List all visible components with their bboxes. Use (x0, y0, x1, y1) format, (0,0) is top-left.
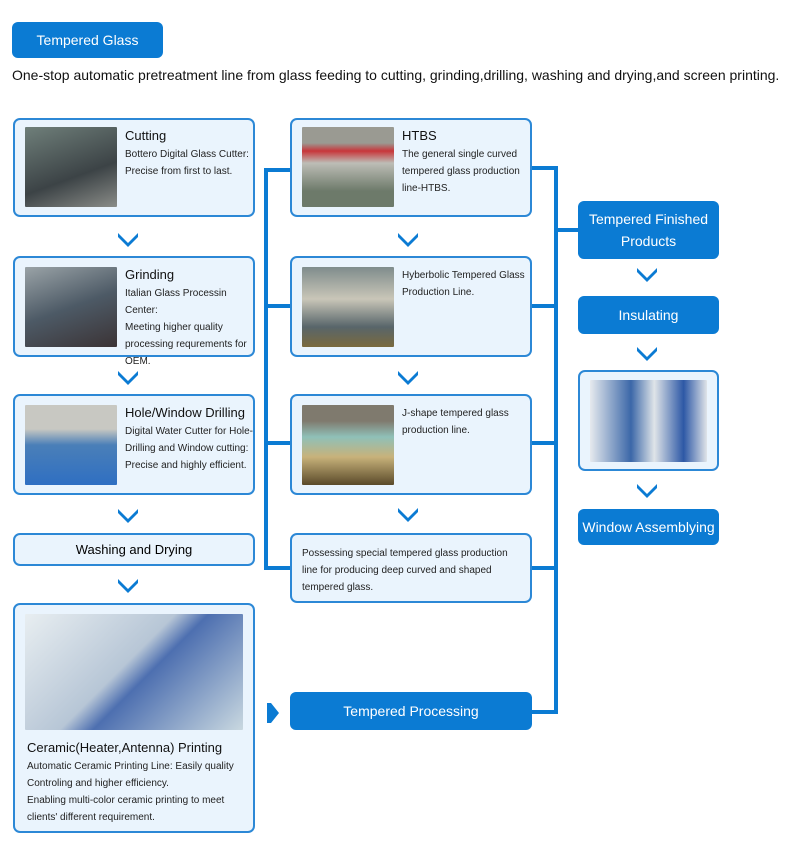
card-desc: Hyberbolic Tempered Glass Production Line. (402, 270, 525, 298)
drilling-photo (25, 405, 117, 485)
grinding-card (13, 256, 255, 367)
j-shape-photo (302, 405, 394, 485)
tempered-processing-button[interactable]: Tempered Processing (290, 692, 532, 730)
card-title: Ceramic(Heater,Antenna) Printing (27, 740, 223, 755)
chevron-right-icon (266, 702, 280, 724)
left-connector (264, 168, 268, 570)
hyperbolic-card (290, 256, 532, 357)
chevron-down-icon (117, 507, 139, 523)
subtitle: One-stop automatic pretreatment line from glass feeding to cutting, grinding,drilling, washing and drying,and screen printing. (12, 67, 780, 83)
htbs-photo (302, 127, 394, 207)
tempered-finished-products-button[interactable]: Tempered Finished Products (578, 201, 719, 259)
chevron-down-icon (117, 231, 139, 247)
card-title: Grinding (125, 267, 175, 282)
chevron-down-icon (397, 369, 419, 385)
chevron-down-icon (397, 506, 419, 522)
card-desc: Bottero Digital Glass Cutter: Precise from first to last. (125, 149, 249, 177)
chevron-down-icon (636, 266, 658, 282)
connector (264, 304, 290, 308)
chevron-down-icon (397, 231, 419, 247)
drilling-card (13, 394, 255, 495)
cutting-card (13, 118, 255, 217)
grinding-photo (25, 267, 117, 347)
insulating-photo (590, 380, 707, 462)
connector (532, 304, 558, 308)
card-desc: The general single curved tempered glass production line-HTBS. (402, 149, 520, 194)
card-title: Hole/Window Drilling (125, 405, 245, 420)
special-tempered-card (290, 533, 532, 603)
right-connector (554, 166, 558, 714)
card-title: HTBS (402, 128, 437, 143)
chevron-down-icon (117, 369, 139, 385)
chevron-down-icon (117, 577, 139, 593)
connector (264, 566, 290, 570)
window-assembling-button[interactable]: Window Assemblying (578, 509, 719, 545)
chevron-down-icon (636, 482, 658, 498)
cutting-photo (25, 127, 117, 207)
washing-drying-card: Washing and Drying (13, 533, 255, 566)
connector (554, 228, 578, 232)
card-desc: Italian Glass Processin Center: Meeting higher quality processing requrements for OEM. (125, 288, 247, 367)
connector (532, 166, 558, 170)
connector (532, 566, 558, 570)
card-desc: Digital Water Cutter for Hole- Drilling and Window cutting: Precise and highly efficient. (125, 426, 253, 471)
chevron-down-icon (636, 345, 658, 361)
card-desc: Possessing special tempered glass production line for producing deep curved and shaped tempered glass. (302, 548, 508, 593)
ceramic-photo (25, 614, 243, 730)
insulating-button[interactable]: Insulating (578, 296, 719, 334)
htbs-card (290, 118, 532, 217)
tempered-glass-badge[interactable]: Tempered Glass (12, 22, 163, 58)
connector (532, 441, 558, 445)
j-shape-card (290, 394, 532, 495)
hyperbolic-photo (302, 267, 394, 347)
connector (532, 710, 558, 714)
connector (264, 168, 290, 172)
insulating-photo-card (578, 370, 719, 471)
connector (264, 441, 290, 445)
ceramic-printing-card (13, 603, 255, 833)
card-title: Cutting (125, 128, 167, 143)
card-desc: Automatic Ceramic Printing Line: Easily quality Controling and higher efficiency. Enabling multi-color ceramic printing to meet clients' different requirement. (27, 761, 234, 823)
card-desc: J-shape tempered glass production line. (402, 408, 509, 436)
